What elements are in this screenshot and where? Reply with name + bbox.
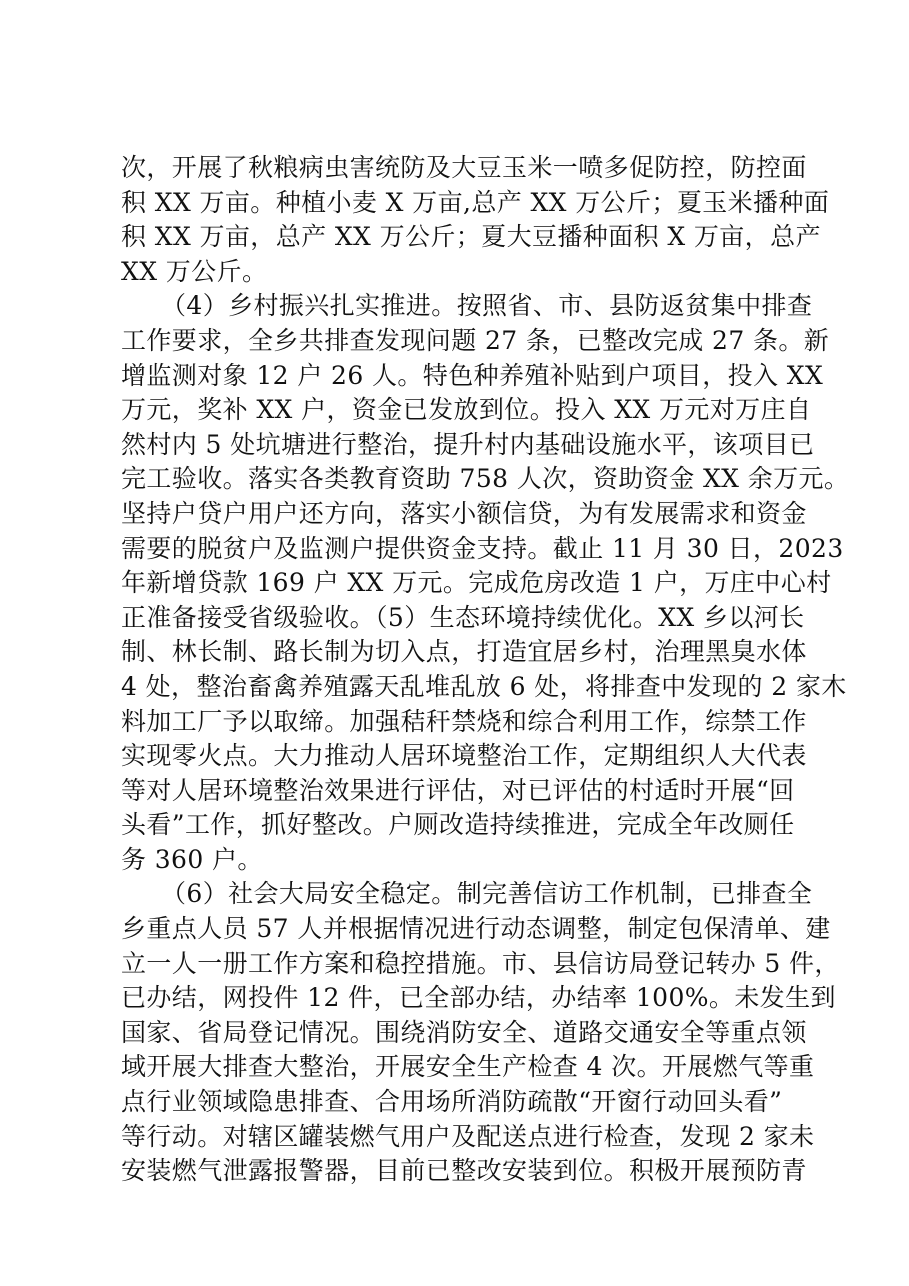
- text-line: 国家、省局登记情况。围绕消防安全、道路交通安全等重点领: [121, 1017, 807, 1047]
- text-line: 4 处，整治畜禽养殖露天乱堆乱放 6 处，将排查中发现的 2 家木: [121, 671, 847, 701]
- text-line: 工作要求，全乡共排查发现问题 27 条，已整改完成 27 条。新: [121, 325, 830, 355]
- text-line: 万元，奖补 XX 户，资金已发放到位。投入 XX 万元对万庄自: [121, 395, 812, 425]
- text-line: 积 XX 万亩，总产 XX 万公斤；夏大豆播种面积 X 万亩，总产: [121, 222, 821, 252]
- text-line: 域开展大排查大整治，开展安全生产检查 4 次。开展燃气等重: [121, 1052, 815, 1082]
- text-line: 料加工厂予以取缔。加强秸秆禁烧和综合利用工作，综禁工作: [121, 706, 807, 736]
- text-line: 制、林长制、路长制为切入点，打造宜居乡村，治理黑臭水体: [121, 637, 807, 667]
- text-line: 年新增贷款 169 户 XX 万元。完成危房改造 1 户，万庄中心村: [121, 568, 832, 598]
- paragraph-start-line: （4）乡村振兴扎实推进。按照省、市、县防返贫集中排查: [161, 291, 813, 321]
- text-line: 头看”工作，抓好整改。户厕改造持续推进，完成全年改厕任: [121, 810, 795, 840]
- body-text: [121, 151, 850, 1189]
- text-line: 等对人居环境整治效果进行评估，对已评估的村适时开展“回: [121, 775, 795, 805]
- text-line: 完工验收。落实各类教育资助 758 人次，资助资金 XX 余万元。: [121, 464, 850, 494]
- text-line: 需要的脱贫户及监测户提供资金支持。截止 11 月 30 日，2023: [121, 533, 844, 563]
- text-line: 点行业领域隐患排查、合用场所消防疏散“开窗行动回头看”: [121, 1087, 783, 1117]
- text-line: 次，开展了秋粮病虫害统防及大豆玉米一喷多促防控，防控面: [121, 153, 807, 182]
- text-line: 安装燃气泄露报警器，目前已整改安装到位。积极开展预防青: [121, 1156, 807, 1186]
- text-line: XX 万公斤。: [121, 256, 268, 286]
- text-line: 正准备接受省级验收。（5）生态环境持续优化。XX 乡以河长: [121, 602, 805, 632]
- text-line: 然村内 5 处坑塘进行整治，提升村内基础设施水平，该项目已: [121, 429, 815, 459]
- text-line: 积 XX 万亩。种植小麦 X 万亩,总产 XX 万公斤；夏玉米播种面: [121, 187, 830, 217]
- text-line: 乡重点人员 57 人并根据情况进行动态调整，制定包保清单、建: [121, 914, 831, 944]
- text-line: 已办结，网投件 12 件，已全部办结，办结率 100%。未发生到: [121, 983, 836, 1013]
- text-line: 等行动。对辖区罐装燃气用户及配送点进行检查，发现 2 家未: [121, 1121, 815, 1151]
- paragraph-start-line: （6）社会大局安全稳定。制完善信访工作机制，已排查全: [161, 879, 813, 909]
- text-line: 立一人一册工作方案和稳控措施。市、县信访局登记转办 5 件，: [121, 948, 840, 978]
- text-line: 务 360 户。: [121, 844, 263, 874]
- text-line: 坚持户贷户用户还方向，落实小额信贷，为有发展需求和资金: [121, 498, 807, 528]
- text-line: 增监测对象 12 户 26 人。特色种养殖补贴到户项目，投入 XX: [121, 360, 824, 390]
- text-line: 实现零火点。大力推动人居环境整治工作，定期组织人大代表: [121, 741, 807, 771]
